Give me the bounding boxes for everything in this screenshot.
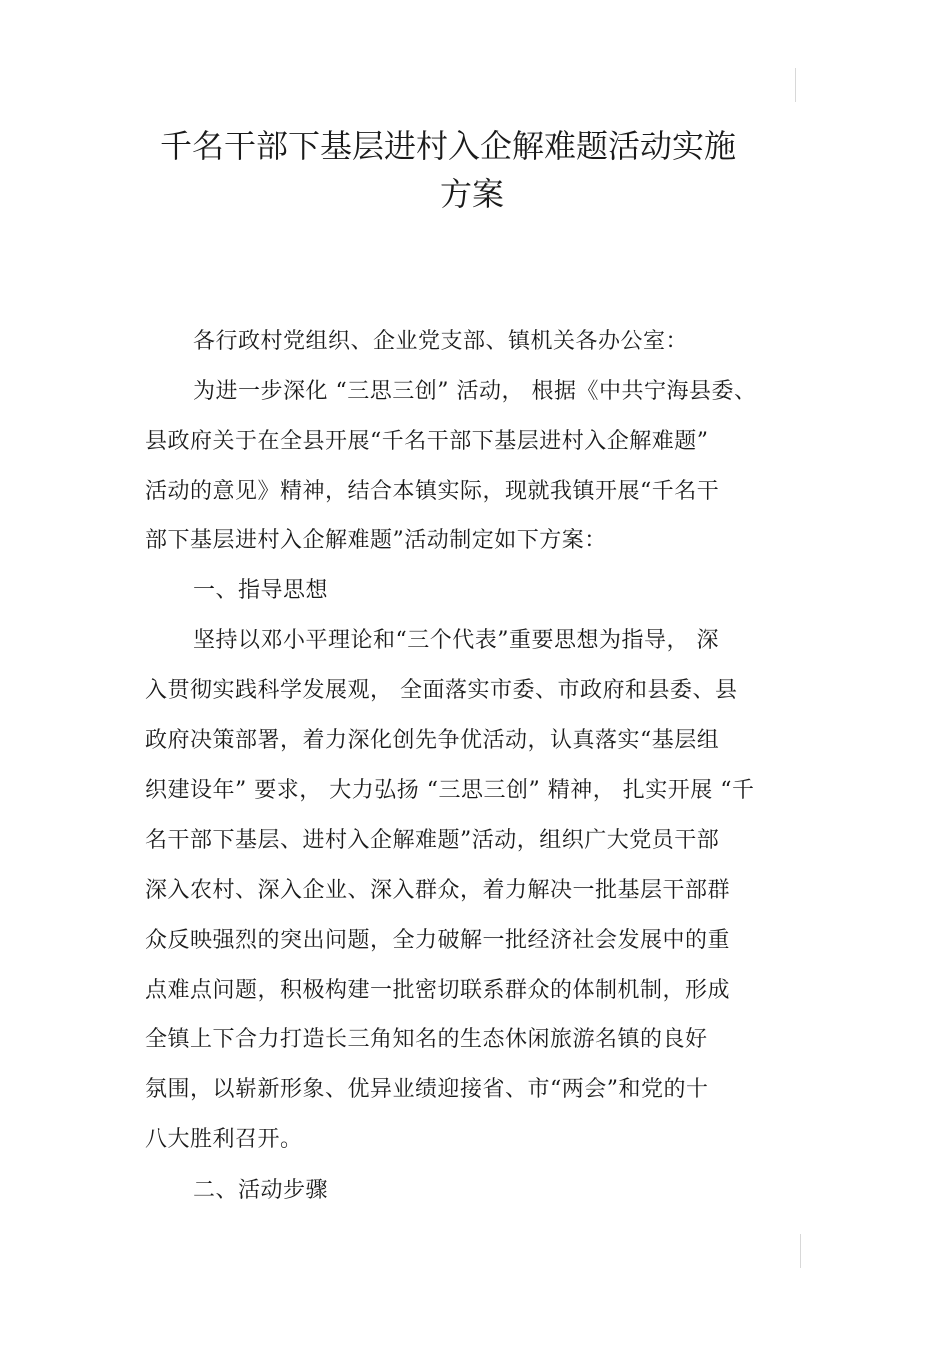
body-line: 织建设年” 要求， 大力弘扬 “三思三创” 精神， 扎实开展 “千 — [145, 778, 755, 803]
body-line: 名干部下基层、进村入企解难题”活动，组织广大党员干部 — [145, 828, 720, 853]
section-heading: 一、指导思想 — [193, 578, 329, 603]
page-edge-mark — [795, 68, 796, 102]
body-line: 部下基层进村入企解难题”活动制定如下方案： — [145, 528, 607, 553]
body-line: 为进一步深化 “三思三创” 活动， 根据《中共宁海县委、 — [193, 379, 757, 404]
section-heading: 二、活动步骤 — [193, 1178, 329, 1203]
body-line: 政府决策部署，着力深化创先争优活动，认真落实“基层组 — [145, 728, 720, 753]
body-line: 入贯彻实践科学发展观， 全面落实市委、市政府和县委、县 — [145, 678, 738, 703]
salutation-line: 各行政村党组织、企业党支部、镇机关各办公室： — [193, 329, 689, 354]
body-line: 众反映强烈的突出问题，全力破解一批经济社会发展中的重 — [145, 928, 731, 953]
body-line: 深入农村、深入企业、深入群众，着力解决一批基层干部群 — [145, 878, 731, 903]
body-line: 点难点问题，积极构建一批密切联系群众的体制机制，形成 — [145, 978, 731, 1003]
document-title-line-2: 方案 — [440, 175, 505, 213]
body-line: 八大胜利召开。 — [145, 1127, 303, 1152]
body-line: 坚持以邓小平理论和“三个代表”重要思想为指导， 深 — [193, 628, 719, 653]
body-line: 活动的意见》精神，结合本镇实际，现就我镇开展“千名干 — [145, 479, 720, 504]
body-line: 氛围，以崭新形象、优异业绩迎接省、市“两会”和党的十 — [145, 1077, 709, 1102]
body-line: 全镇上下合力打造长三角知名的生态休闲旅游名镇的良好 — [145, 1027, 708, 1052]
page-edge-mark — [800, 1234, 801, 1268]
document-title-line-1: 千名干部下基层进村入企解难题活动实施 — [160, 127, 737, 165]
body-line: 县政府关于在全县开展“千名干部下基层进村入企解难题” — [145, 429, 709, 454]
